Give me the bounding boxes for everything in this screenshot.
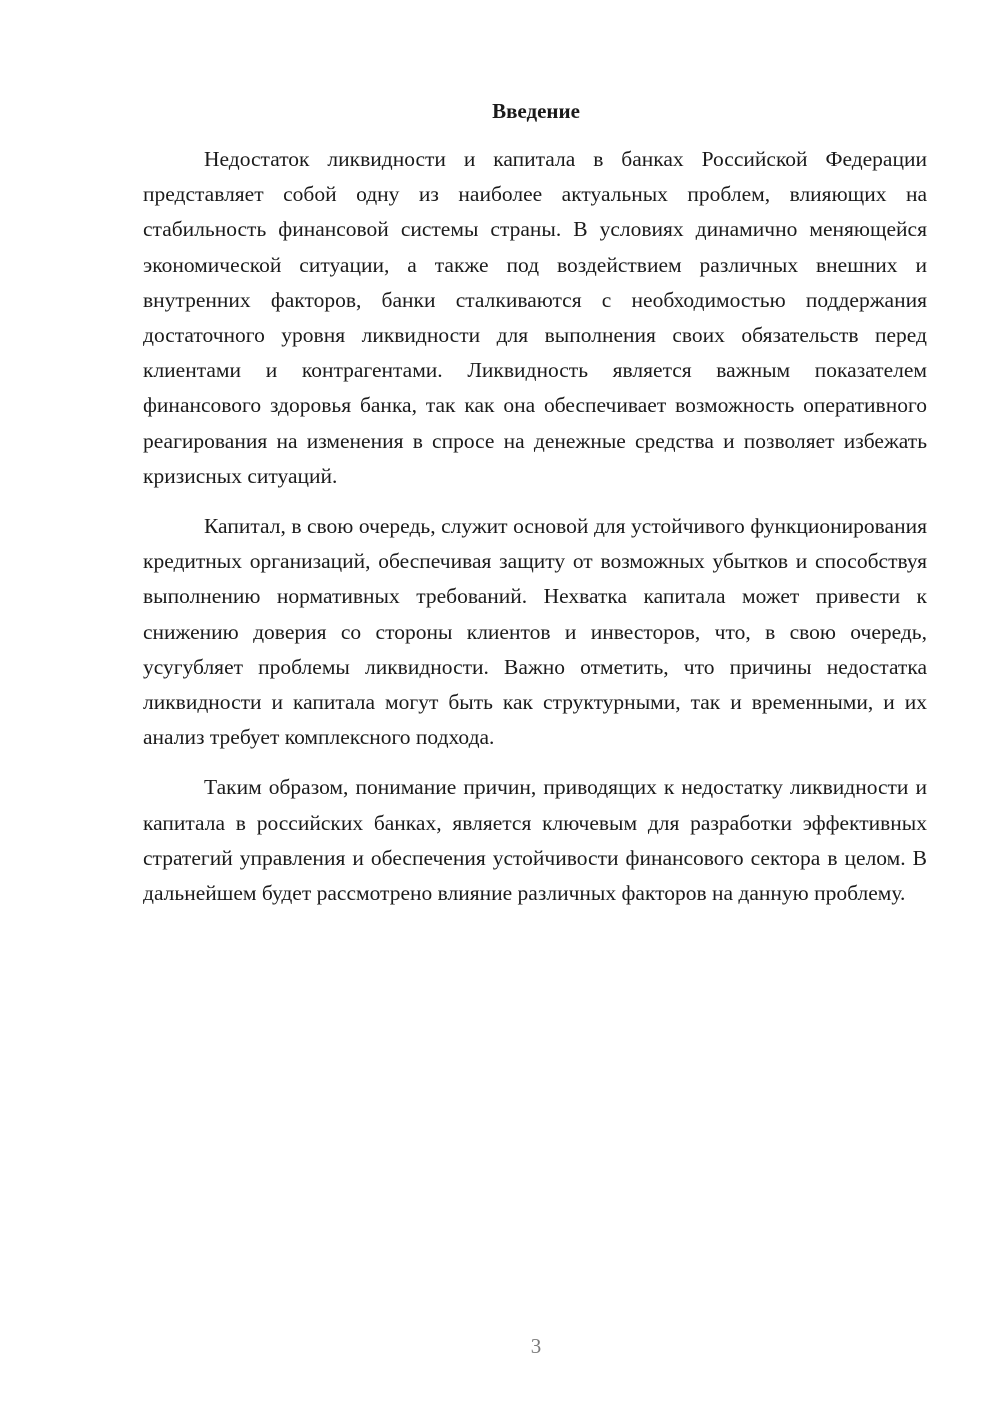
page-number: 3 [530,1334,542,1358]
section-heading: Введение [492,99,580,123]
paragraph-conclusion: Таким образом, понимание причин, приводящих к недостатку ликвидности и капитала в российских банках, является ключевым для разработки эффективных стратегий управления и обеспечения устойчивости финансового сектора в целом. В дальнейшем будет рассмотрено влияние различных факторов на данную проблему. [143,775,927,906]
paragraph-capital: Капитал, в свою очередь, служит основой для устойчивого функционирования кредитных организаций, обеспечивая защиту от возможных убытков и способствуя выполнению нормативных требований. Нехватка капитала может привести к снижению доверия со стороны клиентов и инвесторов, что, в свою очередь, усугубляет проблемы ликвидности. Важно отметить, что причины недостатка ликвидности и капитала могут быть как структурными, так и временными, и их анализ требует комплексного подхода. [143,514,927,750]
paragraph-liquidity: Недостаток ликвидности и капитала в банках Российской Федерации представляет собой одну из наиболее актуальных проблем, влияющих на стабильность финансовой системы страны. В условиях динамично меняющейся экономической ситуации, а также под воздействием различных внешних и внутренних факторов, банки сталкиваются с необходимостью поддержания достаточного уровня ликвидности для выполнения своих обязательств перед клиентами и контрагентами. Ликвидность является важным показателем финансового здоровья банка, так как она обеспечивает возможность оперативного реагирования на изменения в спросе на денежные средства и позволяет избежать кризисных ситуаций. [143,147,927,488]
page-content [143,96,927,911]
